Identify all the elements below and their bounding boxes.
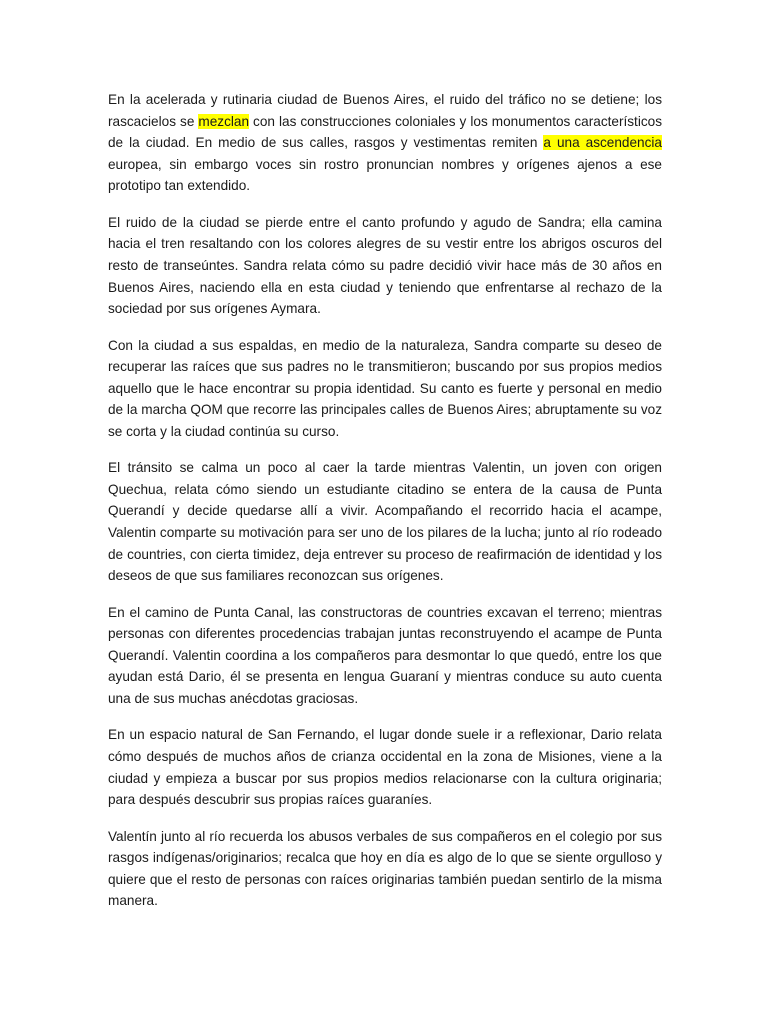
paragraph-text: En un espacio natural de San Fernando, el lugar donde suele ir a reflexionar, Dario relata cómo después de muchos años de crianza occidental en la zona de Misiones, viene a la ciudad y empieza a buscar por sus propios medios relacionarse con la cultura originaria; para después descubrir sus propias raíces guaraníes. xyxy=(108,727,662,808)
paragraph xyxy=(108,602,662,710)
paragraph xyxy=(108,89,662,197)
paragraph-text: En la acelerada y rutinaria ciudad de Buenos Aires, el ruido del tráfico no se detiene; los rascacielos se xyxy=(108,92,662,129)
paragraph-text: europea, sin embargo voces sin rostro pronuncian nombres y orígenes ajenos a ese prototipo tan extendido. xyxy=(108,156,662,194)
paragraph-text: El ruido de la ciudad se pierde entre el canto profundo y agudo de Sandra; ella camina hacia el tren resaltando con los colores alegres de su vestir entre los abrigos oscuros del resto de transeúntes. Sandra relata cómo su padre decidió vivir hace más de 30 años en Buenos Aires, naciendo ella en esta ciudad y teniendo que enfrentarse al rechazo de la sociedad por sus orígenes Aymara. xyxy=(108,214,662,317)
paragraph xyxy=(108,724,662,810)
paragraph-text: Valentín junto al río recuerda los abusos verbales de sus compañeros en el colegio por sus rasgos indígenas/originarios; recalca que hoy en día es algo de lo que se siente orgulloso y quiere que el resto de personas con raíces originarias también puedan sentirlo de la misma manera. xyxy=(108,828,662,909)
paragraph-text: En el camino de Punta Canal, las constructoras de countries excavan el terreno; mientras personas con diferentes procedencias trabajan juntas reconstruyendo el acampe de Punta Querandí. Valentin coordina a los compañeros para desmontar lo que quedó, entre los que ayudan está Dario, él se presenta en lengua Guaraní y mientras conduce su auto cuenta una de sus muchas anécdotas graciosas. xyxy=(108,604,662,707)
paragraph-text: con las construcciones coloniales y los monumentos característicos de la ciudad. En medio de sus calles, rasgos y vestimentas remiten xyxy=(108,113,662,151)
highlighted-text: mezclan xyxy=(198,113,250,129)
paragraph xyxy=(108,335,662,443)
highlighted-text: a una ascendencia xyxy=(543,135,662,151)
document-body xyxy=(108,89,662,927)
paragraph xyxy=(108,457,662,587)
paragraph-text: Con la ciudad a sus espaldas, en medio de la naturaleza, Sandra comparte su deseo de recuperar las raíces que sus padres no le transmitieron; buscando por sus propios medios aquello que le hace encontrar su propia identidad. Su canto es fuerte y personal en medio de la marcha QOM que recorre las principales calles de Buenos Aires; abruptamente su voz se corta y la ciudad continúa su curso. xyxy=(108,337,662,439)
paragraph xyxy=(108,826,662,912)
paragraph-text: El tránsito se calma un poco al caer la tarde mientras Valentin, un joven con origen Quechua, relata cómo siendo un estudiante citadino se entera de la causa de Punta Querandí y decide quedarse allí a vivir. Acompañando el recorrido hacia el acampe, Valentin comparte su motivación para ser uno de los pilares de la lucha; junto al río rodeado de countries, con cierta timidez, deja entrever su proceso de reafirmación de identidad y los deseos de que sus familiares reconozcan sus orígenes. xyxy=(108,460,662,584)
paragraph xyxy=(108,212,662,320)
